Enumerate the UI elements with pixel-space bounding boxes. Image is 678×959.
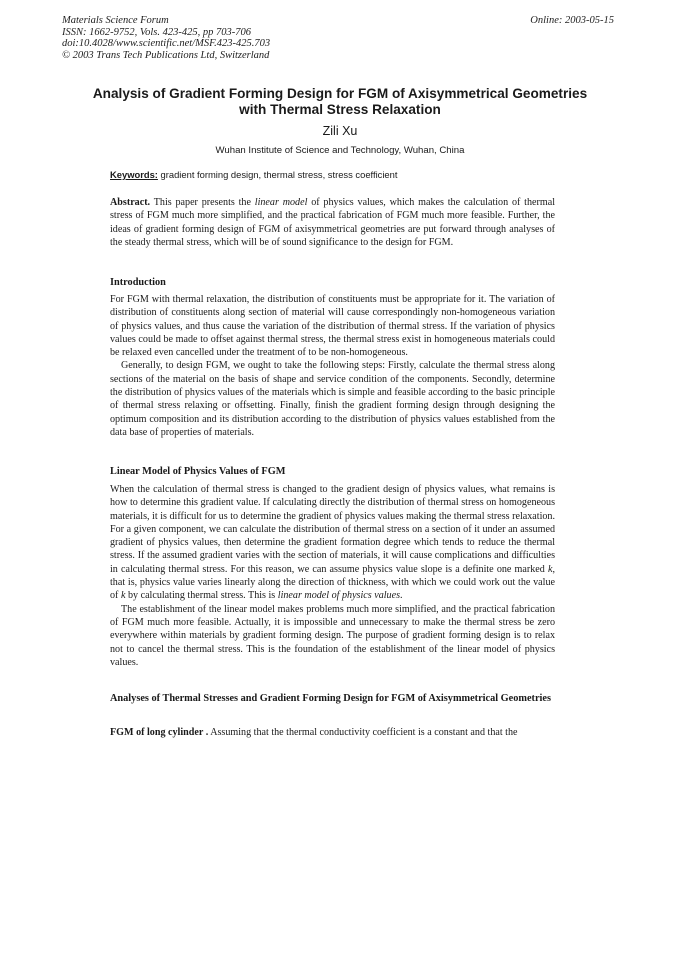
copyright-line: © 2003 Trans Tech Publications Ltd, Switzerland	[62, 49, 270, 61]
online-date: Online: 2003-05-15	[530, 15, 614, 26]
abstract-text-pre: This paper presents the	[153, 197, 251, 208]
section-heading-analyses: Analyses of Thermal Stresses and Gradient Forming Design for FGM of Axisymmetrical Geometries	[110, 693, 551, 704]
variable-k: k	[547, 563, 553, 575]
abstract-italic: linear model	[254, 197, 308, 208]
introduction-paragraph-1: For FGM with thermal relaxation, the distribution of constituents must be appropriate for it. The variation of distribution of constituents along section of material will cause correspondingly non-homogeneous variation of physics values, and thus cause the variation of the distribution of thermal stress. If the variation of physics values could be made to offset against thermal stress, the thermal stress exist in homogeneous materials could be relaxed even cancelled under the treatment of to be non-homogeneous.	[110, 294, 555, 359]
abstract	[110, 196, 555, 249]
abstract-text-post: of physics values, which makes the calculation of thermal stress of FGM much more simplified, and the practical fabrication of FGM much more feasible. Further, the ideas of gradient forming design of FGM of axisymmetrical geometries are put forward through analyses of the steady thermal stress, which will be of sound significance to the design for FGM.	[110, 197, 556, 248]
introduction-body	[110, 293, 555, 439]
doi-line: doi:10.4028/www.scientific.net/MSF.423-425.703	[62, 38, 271, 49]
issn-line: ISSN: 1662-9752, Vols. 423-425, pp 703-706	[62, 26, 251, 38]
author-name: Zili Xu	[322, 124, 358, 138]
section-heading-linear-model: Linear Model of Physics Values of FGM	[110, 466, 286, 477]
linear-model-italic: linear model of physics values	[277, 590, 401, 602]
analyses-body	[110, 726, 555, 739]
keywords-text: gradient forming design, thermal stress, stress coefficient	[160, 169, 398, 180]
linear-model-paragraph-2: The establishment of the linear model makes problems much more simplified, and the practical fabrication of FGM much more feasible. Actually, it is impossible and unnecessary to make the thermal stress be zero everywhere within materials by gradient forming design. The purpose of gradient forming design is to relax not to cancel the thermal stress. This is the foundation of the establishment of the linear model of physics values.	[110, 603, 555, 668]
linear-model-body	[110, 483, 555, 669]
section-heading-introduction: Introduction	[110, 277, 166, 288]
analyses-text: Assuming that the thermal conductivity coefficient is a constant and that the	[210, 727, 518, 738]
introduction-paragraph-2: Generally, to design FGM, we ought to take the following steps: Firstly, calculate the thermal stress along sections of the material on the basis of shape and service condition of the components. Secondly, determine the distribution of physics values of the materials which is simple and feasible according to the basic principle of thermal stress relaxing or offsetting. Finally, finish the gradient forming design through designing the optimum composition and its distribution according to the distribution of physics values established from the data base of properties of materials.	[110, 360, 555, 438]
author-affiliation: Wuhan Institute of Science and Technology, Wuhan, China	[215, 145, 465, 156]
subsection-lead-long-cylinder: FGM of long cylinder .	[110, 727, 209, 738]
paper-title: Analysis of Gradient Forming Design for FGM of Axisymmetrical Geometries with Thermal Stress Relaxation	[92, 86, 588, 117]
variable-k: k	[120, 590, 126, 602]
journal-header	[62, 15, 270, 61]
linear-model-paragraph-1: When the calculation of thermal stress is changed to the gradient design of physics values, what remains is how to determine this gradient value. If calculating directly the distribution of thermal stress on homogeneous materials, it is difficult for us to determine the gradient of physics values making the thermal stress relaxation. For a given component, we can calculate the distribution of thermal stress on a section of it under an assumed gradient of physics values, then determine the gradient formation degree which tends to reduce the thermal stress. If the assumed gradient varies with the section of materials, it will cause complications and difficulties in calculating thermal stress. For this reason, we can assume physics value slope is a definite one marked k, that is, physics value varies linearly along the direction of thickness, with which we could work out the value of k by calculating thermal stress. This is linear model of physics values.	[110, 484, 555, 602]
journal-name: Materials Science Forum	[62, 15, 169, 26]
keywords-label: Keywords:	[110, 169, 158, 180]
abstract-label: Abstract.	[110, 197, 151, 208]
keywords-line	[110, 169, 580, 180]
